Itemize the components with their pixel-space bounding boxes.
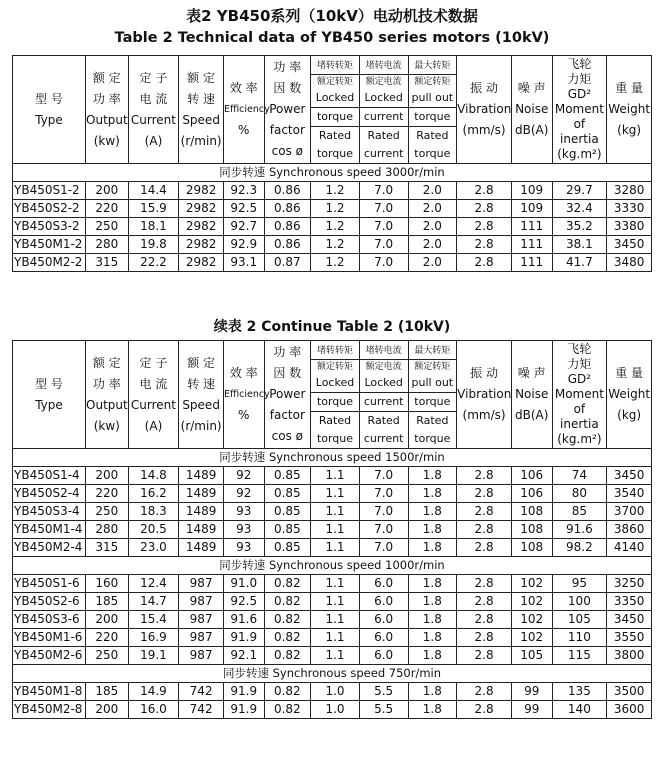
- table-cell: 18.1: [128, 218, 179, 236]
- model-cell: YB450S3-6: [13, 611, 86, 629]
- table-cell: 742: [179, 683, 224, 701]
- table-cell: 1.2: [311, 218, 360, 236]
- table-cell: 3280: [607, 182, 652, 200]
- table-cell: 1.8: [408, 701, 457, 719]
- table-cell: 987: [179, 575, 224, 593]
- table-cell: 0.82: [264, 629, 311, 647]
- table-cell: 22.2: [128, 254, 179, 272]
- table-cell: 2.0: [408, 182, 457, 200]
- continue-table-title: 续表 2 Continue Table 2 (10kV): [213, 319, 451, 335]
- table-cell: 92.3: [223, 182, 264, 200]
- table-cell: 5.5: [359, 701, 408, 719]
- header-locked-torque-rated: Rated torque: [311, 127, 360, 164]
- table-row: [13, 200, 652, 218]
- header-type: 型 号 Type: [13, 341, 86, 449]
- header-locked-current-rated: Rated current: [359, 412, 408, 449]
- table-cell: 6.0: [359, 575, 408, 593]
- header-power-factor: 功 率 因 数 Power factor cos ø: [264, 341, 311, 449]
- table-cell: 6.0: [359, 611, 408, 629]
- table-cell: 3250: [607, 575, 652, 593]
- table-cell: 315: [86, 254, 129, 272]
- header-pullout-torque-rated: Rated torque: [408, 127, 457, 164]
- table-cell: 1.8: [408, 629, 457, 647]
- table-cell: 1.8: [408, 503, 457, 521]
- table-cell: 16.9: [128, 629, 179, 647]
- table-cell: 7.0: [359, 254, 408, 272]
- table-cell: 15.4: [128, 611, 179, 629]
- table-cell: 20.5: [128, 521, 179, 539]
- table-cell: 3600: [607, 701, 652, 719]
- header-output: 额 定 功 率 Output (kw): [86, 341, 129, 449]
- table-cell: 1.8: [408, 611, 457, 629]
- header-pullout-torque-torque: torque: [408, 393, 457, 412]
- table-row: [13, 701, 652, 719]
- table-cell: 987: [179, 629, 224, 647]
- table-cell: 135: [552, 683, 607, 701]
- table-cell: 1.2: [311, 236, 360, 254]
- header-locked-current-rated: Rated current: [359, 127, 408, 164]
- table-cell: 0.86: [264, 182, 311, 200]
- model-cell: YB450M2-8: [13, 701, 86, 719]
- table-cell: 2.8: [457, 521, 512, 539]
- model-cell: YB450M2-6: [13, 647, 86, 665]
- table-row: [13, 254, 652, 272]
- section-synchronous-speed: 同步转速 Synchronous speed 1500r/min: [13, 449, 652, 467]
- table-cell: 99: [511, 701, 552, 719]
- table-cell: 280: [86, 236, 129, 254]
- table-cell: 91.0: [223, 575, 264, 593]
- section-synchronous-speed: 同步转速 Synchronous speed 750r/min: [13, 665, 652, 683]
- table-cell: 0.85: [264, 485, 311, 503]
- table-cell: 250: [86, 503, 129, 521]
- table-cell: 1.8: [408, 647, 457, 665]
- table-cell: 1.1: [311, 467, 360, 485]
- table-cell: 742: [179, 701, 224, 719]
- table-cell: 2.8: [457, 593, 512, 611]
- header-efficiency: 效 率 Efficiency %: [223, 341, 264, 449]
- header-locked-current-current: current: [359, 108, 408, 127]
- table-row: [13, 218, 652, 236]
- table-cell: 29.7: [552, 182, 607, 200]
- header-noise: 噪 声 Noise dB(A): [511, 341, 552, 449]
- table-cell: 91.9: [223, 683, 264, 701]
- table-cell: 6.0: [359, 629, 408, 647]
- table-row: [13, 467, 652, 485]
- table-cell: 106: [511, 485, 552, 503]
- table-cell: 2.8: [457, 575, 512, 593]
- table-cell: 2.8: [457, 611, 512, 629]
- table-cell: 1489: [179, 539, 224, 557]
- table-cell: 280: [86, 521, 129, 539]
- table-cell: 1.0: [311, 701, 360, 719]
- table-cell: 92.1: [223, 647, 264, 665]
- table-cell: 185: [86, 683, 129, 701]
- header-speed: 额 定 转 速 Speed (r/min): [179, 56, 224, 164]
- table-cell: 220: [86, 629, 129, 647]
- table-cell: 3380: [607, 218, 652, 236]
- header-power-factor: 功 率 因 数 Power factor cos ø: [264, 56, 311, 164]
- table-cell: 80: [552, 485, 607, 503]
- table-cell: 105: [552, 611, 607, 629]
- model-cell: YB450S2-6: [13, 593, 86, 611]
- table-cell: 1.8: [408, 593, 457, 611]
- header-locked-torque-locked: 额定转矩 Locked: [311, 75, 360, 108]
- table-cell: 1.2: [311, 182, 360, 200]
- table-cell: 0.82: [264, 575, 311, 593]
- table-title-en: Table 2 Technical data of YB450 series motors (10kV): [114, 30, 550, 46]
- table-cell: 0.86: [264, 218, 311, 236]
- table-cell: 3500: [607, 683, 652, 701]
- header-locked-torque-torque: torque: [311, 393, 360, 412]
- model-cell: YB450S1-4: [13, 467, 86, 485]
- table-cell: 2.0: [408, 200, 457, 218]
- table-cell: 19.1: [128, 647, 179, 665]
- table-cell: 14.7: [128, 593, 179, 611]
- table-cell: 2982: [179, 236, 224, 254]
- table-cell: 0.82: [264, 647, 311, 665]
- table-cell: 109: [511, 200, 552, 218]
- table-cell: 0.82: [264, 683, 311, 701]
- model-cell: YB450S3-2: [13, 218, 86, 236]
- table-row: [13, 182, 652, 200]
- table-cell: 7.0: [359, 236, 408, 254]
- table-cell: 92: [223, 485, 264, 503]
- table-cell: 1.1: [311, 503, 360, 521]
- table-cell: 3860: [607, 521, 652, 539]
- table-cell: 200: [86, 611, 129, 629]
- header-locked-current-top: 堵转电流: [359, 56, 408, 75]
- table-cell: 1.2: [311, 200, 360, 218]
- section-synchronous-speed: 同步转速 Synchronous speed 1000r/min: [13, 557, 652, 575]
- table-cell: 92.5: [223, 200, 264, 218]
- table-row: [13, 647, 652, 665]
- table-cell: 2.0: [408, 254, 457, 272]
- model-cell: YB450M2-4: [13, 539, 86, 557]
- header-efficiency: 效 率 Efficiency %: [223, 56, 264, 164]
- header-speed: 额 定 转 速 Speed (r/min): [179, 341, 224, 449]
- model-cell: YB450S2-2: [13, 200, 86, 218]
- header-pullout-torque-rated: Rated torque: [408, 412, 457, 449]
- table-cell: 987: [179, 647, 224, 665]
- header-locked-torque-torque: torque: [311, 108, 360, 127]
- table-cell: 115: [552, 647, 607, 665]
- table-cell: 7.0: [359, 200, 408, 218]
- table-cell: 85: [552, 503, 607, 521]
- table-cell: 102: [511, 629, 552, 647]
- table-cell: 91.9: [223, 701, 264, 719]
- table-cell: 108: [511, 503, 552, 521]
- table-cell: 7.0: [359, 521, 408, 539]
- table-cell: 92.7: [223, 218, 264, 236]
- model-cell: YB450M1-4: [13, 521, 86, 539]
- table-cell: 7.0: [359, 467, 408, 485]
- table-cell: 91.6: [552, 521, 607, 539]
- header-locked-current-locked: 额定电流 Locked: [359, 360, 408, 393]
- table-cell: 106: [511, 467, 552, 485]
- table-cell: 38.1: [552, 236, 607, 254]
- table-cell: 1.1: [311, 521, 360, 539]
- table-cell: 1.1: [311, 485, 360, 503]
- table-row: [13, 521, 652, 539]
- table-cell: 93: [223, 539, 264, 557]
- table-row: [13, 683, 652, 701]
- header-pullout-torque-pullout: 额定转矩 pull out: [408, 75, 457, 108]
- model-cell: YB450M2-2: [13, 254, 86, 272]
- header-weight: 重 量 Weight (kg): [607, 56, 652, 164]
- table-cell: 14.8: [128, 467, 179, 485]
- table-title-cn: 表2 YB450系列（10kV）电动机技术数据: [186, 7, 478, 25]
- table-cell: 1.0: [311, 683, 360, 701]
- header-locked-torque-locked: 额定转矩 Locked: [311, 360, 360, 393]
- table-cell: 108: [511, 539, 552, 557]
- table-cell: 109: [511, 182, 552, 200]
- table-cell: 35.2: [552, 218, 607, 236]
- table-cell: 1.1: [311, 629, 360, 647]
- table-cell: 100: [552, 593, 607, 611]
- table-cell: 92.9: [223, 236, 264, 254]
- section-synchronous-speed: 同步转速 Synchronous speed 3000r/min: [13, 164, 652, 182]
- table-cell: 3330: [607, 200, 652, 218]
- table-cell: 185: [86, 593, 129, 611]
- technical-data-table-continued: [12, 340, 652, 719]
- table-cell: 2.8: [457, 467, 512, 485]
- table-cell: 93: [223, 521, 264, 539]
- table-cell: 2.0: [408, 236, 457, 254]
- table-cell: 250: [86, 218, 129, 236]
- table-cell: 1.1: [311, 575, 360, 593]
- table-cell: 2982: [179, 218, 224, 236]
- table-cell: 3540: [607, 485, 652, 503]
- table-cell: 111: [511, 254, 552, 272]
- table-row: [13, 575, 652, 593]
- header-pullout-torque-pullout: 额定转矩 pull out: [408, 360, 457, 393]
- table-cell: 7.0: [359, 218, 408, 236]
- table-cell: 987: [179, 593, 224, 611]
- table-cell: 2982: [179, 182, 224, 200]
- table-cell: 16.0: [128, 701, 179, 719]
- table-cell: 3450: [607, 611, 652, 629]
- header-pullout-torque-top: 最大转矩: [408, 341, 457, 360]
- table-row: [13, 485, 652, 503]
- table-cell: 3800: [607, 647, 652, 665]
- table-cell: 18.3: [128, 503, 179, 521]
- table-cell: 2.8: [457, 701, 512, 719]
- table-cell: 5.5: [359, 683, 408, 701]
- table-cell: 92.5: [223, 593, 264, 611]
- table-cell: 4140: [607, 539, 652, 557]
- table-cell: 1.8: [408, 539, 457, 557]
- header-locked-current-top: 堵转电流: [359, 341, 408, 360]
- technical-data-table: [12, 55, 652, 272]
- model-cell: YB450S1-6: [13, 575, 86, 593]
- model-cell: YB450M1-6: [13, 629, 86, 647]
- table-row: [13, 539, 652, 557]
- table-cell: 7.0: [359, 485, 408, 503]
- table-cell: 74: [552, 467, 607, 485]
- header-pullout-torque-torque: torque: [408, 108, 457, 127]
- table-cell: 6.0: [359, 593, 408, 611]
- table-cell: 7.0: [359, 539, 408, 557]
- table-cell: 2.8: [457, 503, 512, 521]
- table-cell: 0.86: [264, 236, 311, 254]
- table-cell: 2.8: [457, 683, 512, 701]
- table-cell: 1.1: [311, 647, 360, 665]
- table-cell: 19.8: [128, 236, 179, 254]
- header-locked-torque-top: 堵转转矩: [311, 341, 360, 360]
- table-row: [13, 503, 652, 521]
- table-cell: 7.0: [359, 503, 408, 521]
- table-cell: 3450: [607, 236, 652, 254]
- table-cell: 14.9: [128, 683, 179, 701]
- table-cell: 16.2: [128, 485, 179, 503]
- table-cell: 2982: [179, 254, 224, 272]
- table-cell: 102: [511, 593, 552, 611]
- table-cell: 7.0: [359, 182, 408, 200]
- table-cell: 23.0: [128, 539, 179, 557]
- header-locked-current-locked: 额定电流 Locked: [359, 75, 408, 108]
- model-cell: YB450M1-2: [13, 236, 86, 254]
- table-cell: 111: [511, 218, 552, 236]
- table-cell: 12.4: [128, 575, 179, 593]
- table-cell: 200: [86, 701, 129, 719]
- table-cell: 1489: [179, 485, 224, 503]
- table-cell: 1.8: [408, 485, 457, 503]
- model-cell: YB450S2-4: [13, 485, 86, 503]
- header-vibration: 振 动 Vibration (mm/s): [457, 341, 512, 449]
- table-row: [13, 593, 652, 611]
- table-cell: 1.2: [311, 254, 360, 272]
- header-locked-torque-top: 堵转转矩: [311, 56, 360, 75]
- table-cell: 92: [223, 467, 264, 485]
- table-cell: 0.87: [264, 254, 311, 272]
- table-cell: 3550: [607, 629, 652, 647]
- table-cell: 0.85: [264, 467, 311, 485]
- table-cell: 220: [86, 485, 129, 503]
- table-cell: 0.85: [264, 521, 311, 539]
- table-cell: 1.8: [408, 575, 457, 593]
- table-cell: 0.82: [264, 701, 311, 719]
- table-cell: 93.1: [223, 254, 264, 272]
- table-cell: 1.1: [311, 539, 360, 557]
- table-cell: 2.8: [457, 539, 512, 557]
- table-cell: 250: [86, 647, 129, 665]
- table-cell: 2.8: [457, 182, 512, 200]
- header-inertia: 飞轮 力矩 GD² Moment of inertia (kg.m²): [552, 341, 607, 449]
- table-cell: 0.85: [264, 539, 311, 557]
- table-cell: 1.8: [408, 467, 457, 485]
- header-locked-current-current: current: [359, 393, 408, 412]
- table-cell: 200: [86, 467, 129, 485]
- table-cell: 1.8: [408, 683, 457, 701]
- header-output: 额 定 功 率 Output (kw): [86, 56, 129, 164]
- header-locked-torque-rated: Rated torque: [311, 412, 360, 449]
- table-cell: 3480: [607, 254, 652, 272]
- table-cell: 2.8: [457, 254, 512, 272]
- table-cell: 91.6: [223, 611, 264, 629]
- table-cell: 1.8: [408, 521, 457, 539]
- table-cell: 3350: [607, 593, 652, 611]
- table-cell: 2982: [179, 200, 224, 218]
- table-cell: 160: [86, 575, 129, 593]
- table-cell: 0.86: [264, 200, 311, 218]
- header-pullout-torque-top: 最大转矩: [408, 56, 457, 75]
- table-cell: 93: [223, 503, 264, 521]
- table-cell: 2.8: [457, 647, 512, 665]
- table-cell: 0.82: [264, 593, 311, 611]
- header-vibration: 振 动 Vibration (mm/s): [457, 56, 512, 164]
- table-cell: 98.2: [552, 539, 607, 557]
- table-cell: 14.4: [128, 182, 179, 200]
- table-row: [13, 611, 652, 629]
- table-cell: 2.8: [457, 236, 512, 254]
- table-cell: 6.0: [359, 647, 408, 665]
- header-noise: 噪 声 Noise dB(A): [511, 56, 552, 164]
- table-cell: 105: [511, 647, 552, 665]
- table-row: [13, 629, 652, 647]
- table-cell: 1489: [179, 503, 224, 521]
- header-weight: 重 量 Weight (kg): [607, 341, 652, 449]
- table-cell: 140: [552, 701, 607, 719]
- table-cell: 3700: [607, 503, 652, 521]
- model-cell: YB450S1-2: [13, 182, 86, 200]
- table-cell: 3450: [607, 467, 652, 485]
- table-cell: 1.1: [311, 593, 360, 611]
- table-cell: 1.1: [311, 611, 360, 629]
- table-cell: 2.0: [408, 218, 457, 236]
- header-type: 型 号 Type: [13, 56, 86, 164]
- table-cell: 220: [86, 200, 129, 218]
- table-cell: 0.82: [264, 611, 311, 629]
- table-cell: 32.4: [552, 200, 607, 218]
- table-cell: 102: [511, 575, 552, 593]
- header-current: 定 子 电 流 Current (A): [128, 56, 179, 164]
- table-cell: 102: [511, 611, 552, 629]
- table-cell: 91.9: [223, 629, 264, 647]
- table-cell: 0.85: [264, 503, 311, 521]
- table-cell: 1489: [179, 521, 224, 539]
- model-cell: YB450S3-4: [13, 503, 86, 521]
- table-cell: 200: [86, 182, 129, 200]
- table-cell: 95: [552, 575, 607, 593]
- table-cell: 2.8: [457, 200, 512, 218]
- table-cell: 108: [511, 521, 552, 539]
- table-cell: 315: [86, 539, 129, 557]
- model-cell: YB450M1-8: [13, 683, 86, 701]
- table-cell: 2.8: [457, 629, 512, 647]
- table-cell: 2.8: [457, 218, 512, 236]
- table-cell: 15.9: [128, 200, 179, 218]
- table-cell: 99: [511, 683, 552, 701]
- table-cell: 987: [179, 611, 224, 629]
- table-cell: 41.7: [552, 254, 607, 272]
- table-cell: 1489: [179, 467, 224, 485]
- header-current: 定 子 电 流 Current (A): [128, 341, 179, 449]
- table-row: [13, 236, 652, 254]
- header-inertia: 飞轮 力矩 GD² Moment of inertia (kg.m²): [552, 56, 607, 164]
- table-cell: 2.8: [457, 485, 512, 503]
- table-cell: 110: [552, 629, 607, 647]
- table-cell: 111: [511, 236, 552, 254]
